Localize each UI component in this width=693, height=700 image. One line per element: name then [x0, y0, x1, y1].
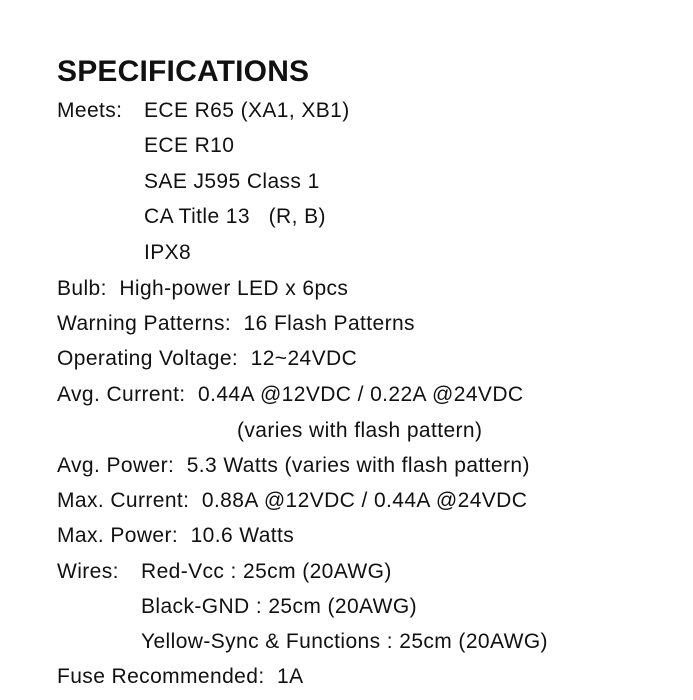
spec-avg-current: Avg. Current: 0.44A @12VDC / 0.22A @24VDC: [57, 383, 524, 406]
spec-fuse: Fuse Recommended: 1A: [57, 665, 304, 688]
meets-item: CA Title 13 (R, B): [144, 205, 326, 228]
spec-max-current: Max. Current: 0.88A @12VDC / 0.44A @24VDC: [57, 489, 528, 512]
meets-label: Meets:: [57, 99, 123, 122]
spec-operating-voltage: Operating Voltage: 12~24VDC: [57, 347, 358, 370]
spec-avg-power: Avg. Power: 5.3 Watts (varies with flash pattern): [57, 454, 530, 477]
wires-item: Black-GND : 25cm (20AWG): [141, 595, 418, 618]
spec-warning-patterns: Warning Patterns: 16 Flash Patterns: [57, 312, 415, 335]
page-title: SPECIFICATIONS: [57, 55, 310, 88]
meets-item: IPX8: [144, 241, 192, 264]
meets-item: ECE R65 (XA1, XB1): [144, 99, 350, 122]
spec-bulb: Bulb: High-power LED x 6pcs: [57, 277, 349, 300]
spec-avg-current-note: (varies with flash pattern): [237, 419, 483, 442]
wires-item: Yellow-Sync & Functions : 25cm (20AWG): [141, 630, 548, 653]
meets-item: ECE R10: [144, 134, 235, 157]
spec-max-power: Max. Power: 10.6 Watts: [57, 524, 295, 547]
wires-label: Wires:: [57, 560, 119, 583]
meets-item: SAE J595 Class 1: [144, 170, 320, 193]
wires-item: Red-Vcc : 25cm (20AWG): [141, 560, 392, 583]
